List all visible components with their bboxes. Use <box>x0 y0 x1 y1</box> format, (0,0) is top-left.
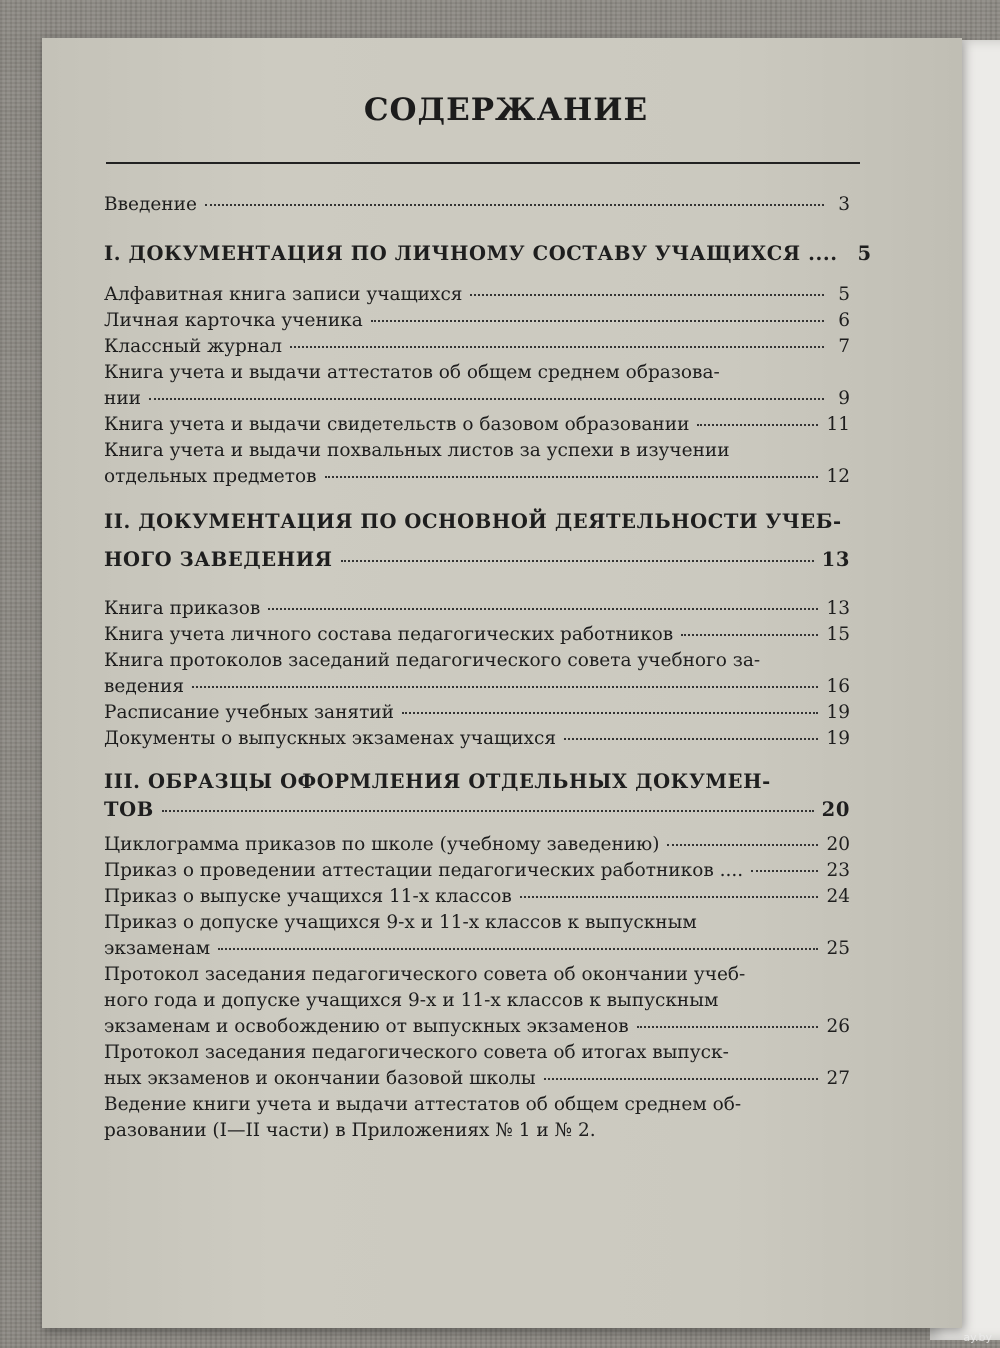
toc-entry-title: ных экзаменов и окончании базовой школы <box>104 1068 536 1089</box>
watermark: ay.by <box>963 1331 992 1344</box>
toc-entry-title: ведения <box>104 676 185 697</box>
toc-entry-title: Протокол заседания педагогического совета об итогах выпуск- <box>104 1042 729 1063</box>
toc-page-number: 25 <box>826 938 850 959</box>
page-title: СОДЕРЖАНИЕ <box>363 92 649 128</box>
dot-leader <box>544 1078 819 1080</box>
toc-entry-title: Книга учета личного состава педагогических работников <box>104 624 674 645</box>
toc-page-number: 23 <box>826 860 850 881</box>
toc-page-number: 7 <box>838 336 850 357</box>
toc-entry-title: разовании (I—II части) в Приложениях № 1 и № 2. <box>104 1120 596 1141</box>
toc-entry <box>104 886 850 912</box>
toc-entry <box>104 194 850 220</box>
toc-entry <box>104 440 850 466</box>
dot-leader <box>697 424 818 426</box>
toc-entry-title: экзаменам и освобождению от выпускных экзаменов <box>104 1016 629 1037</box>
toc-entry-title: Циклограмма приказов по школе (учебному заведению) <box>104 834 660 855</box>
dot-leader <box>218 948 818 950</box>
dot-leader <box>402 712 818 714</box>
dot-leader <box>192 686 818 688</box>
toc-entry <box>104 1094 850 1120</box>
dot-leader <box>751 870 818 872</box>
toc-section-heading <box>104 548 850 574</box>
toc-entry-title: НОГО ЗАВЕДЕНИЯ <box>104 548 333 571</box>
toc-entry <box>104 1068 850 1094</box>
toc-page-number: 15 <box>826 624 850 645</box>
toc-page-number: 3 <box>838 194 850 215</box>
toc-entry <box>104 702 850 728</box>
toc-page-number: 24 <box>826 886 850 907</box>
toc-page-number: 26 <box>826 1016 850 1037</box>
toc-entry <box>104 598 850 624</box>
toc-entry <box>104 362 850 388</box>
toc-section-heading <box>104 242 872 268</box>
toc-entry <box>104 834 850 860</box>
dot-leader <box>325 476 819 478</box>
dot-leader <box>637 1026 819 1028</box>
toc-entry-title: Введение <box>104 194 197 215</box>
dot-leader <box>290 346 824 348</box>
toc-section-heading <box>104 770 850 796</box>
dot-leader <box>149 398 824 400</box>
toc-entry-title: Алфавитная книга записи учащихся <box>104 284 463 305</box>
toc-page-number: 20 <box>821 798 850 821</box>
dot-leader <box>520 896 819 898</box>
toc-entry-title: Ведение книги учета и выдачи аттестатов об общем среднем об- <box>104 1094 742 1115</box>
toc-entry <box>104 728 850 754</box>
toc-entry <box>104 310 850 336</box>
toc-entry-title: I. ДОКУМЕНТАЦИЯ ПО ЛИЧНОМУ СОСТАВУ УЧАЩИХСЯ .... <box>104 242 838 265</box>
toc-entry <box>104 1042 850 1068</box>
toc-page-number: 9 <box>838 388 850 409</box>
dot-leader <box>470 294 824 296</box>
dot-leader <box>681 634 818 636</box>
toc-page-number: 19 <box>826 702 850 723</box>
toc-entry <box>104 860 850 886</box>
dot-leader <box>341 560 814 562</box>
toc-entry-title: ного года и допуске учащихся 9-х и 11-х классов к выпускным <box>104 990 719 1011</box>
toc-entry <box>104 938 850 964</box>
toc-entry <box>104 388 850 414</box>
toc-section-heading <box>104 510 850 536</box>
toc-entry-title: Приказ о выпуске учащихся 11-х классов <box>104 886 512 907</box>
toc-page-number: 13 <box>826 598 850 619</box>
toc-entry-title: Документы о выпускных экзаменах учащихся <box>104 728 556 749</box>
toc-entry-title: Книга учета и выдачи аттестатов об общем среднем образова- <box>104 362 720 383</box>
toc-entry <box>104 284 850 310</box>
toc-entry <box>104 1120 850 1146</box>
toc-page-number: 20 <box>826 834 850 855</box>
toc-page-number: 27 <box>826 1068 850 1089</box>
dot-leader <box>371 320 824 322</box>
title-rule <box>106 162 860 164</box>
toc-entry-title: Личная карточка ученика <box>104 310 363 331</box>
toc-entry-title: Книга учета и выдачи свидетельств о базовом образовании <box>104 414 690 435</box>
toc-entry-title: нии <box>104 388 141 409</box>
toc-entry-title: Книга учета и выдачи похвальных листов за успехи в изучении <box>104 440 730 461</box>
toc-entry <box>104 624 850 650</box>
toc-entry <box>104 990 850 1016</box>
toc-entry <box>104 1016 850 1042</box>
toc-page-number: 5 <box>857 242 872 265</box>
toc-entry-title: Протокол заседания педагогического совета об окончании учеб- <box>104 964 746 985</box>
toc-page-number: 12 <box>826 466 850 487</box>
dot-leader <box>667 844 818 846</box>
toc-page-number: 6 <box>838 310 850 331</box>
toc-entry <box>104 336 850 362</box>
toc-page-number: 5 <box>838 284 850 305</box>
toc-entry-title: отдельных предметов <box>104 466 317 487</box>
toc-page-number: 13 <box>821 548 850 571</box>
toc-entry-title: экзаменам <box>104 938 211 959</box>
dot-leader <box>564 738 818 740</box>
dot-leader <box>162 810 814 812</box>
toc-entry-title: Приказ о допуске учащихся 9-х и 11-х классов к выпускным <box>104 912 697 933</box>
toc-entry <box>104 466 850 492</box>
toc-entry-title: III. ОБРАЗЦЫ ОФОРМЛЕНИЯ ОТДЕЛЬНЫХ ДОКУМЕН- <box>104 770 771 793</box>
toc-page-number: 16 <box>826 676 850 697</box>
toc-entry <box>104 414 850 440</box>
toc-entry-title: Расписание учебных занятий <box>104 702 394 723</box>
toc-entry-title: Книга протоколов заседаний педагогического совета учебного за- <box>104 650 761 671</box>
toc-page-number: 11 <box>826 414 850 435</box>
toc-entry-title: Приказ о проведении аттестации педагогических работников .... <box>104 860 744 881</box>
toc-entry <box>104 964 850 990</box>
toc-entry-title: II. ДОКУМЕНТАЦИЯ ПО ОСНОВНОЙ ДЕЯТЕЛЬНОСТИ УЧЕБ- <box>104 510 842 533</box>
dot-leader <box>205 204 824 206</box>
toc-entry-title: Книга приказов <box>104 598 261 619</box>
toc-entry-title: ТОВ <box>104 798 154 821</box>
dot-leader <box>268 608 818 610</box>
toc-page-number: 19 <box>826 728 850 749</box>
toc-entry <box>104 650 850 676</box>
toc-section-heading <box>104 798 850 824</box>
toc-entry <box>104 676 850 702</box>
toc-entry-title: Классный журнал <box>104 336 282 357</box>
toc-entry <box>104 912 850 938</box>
